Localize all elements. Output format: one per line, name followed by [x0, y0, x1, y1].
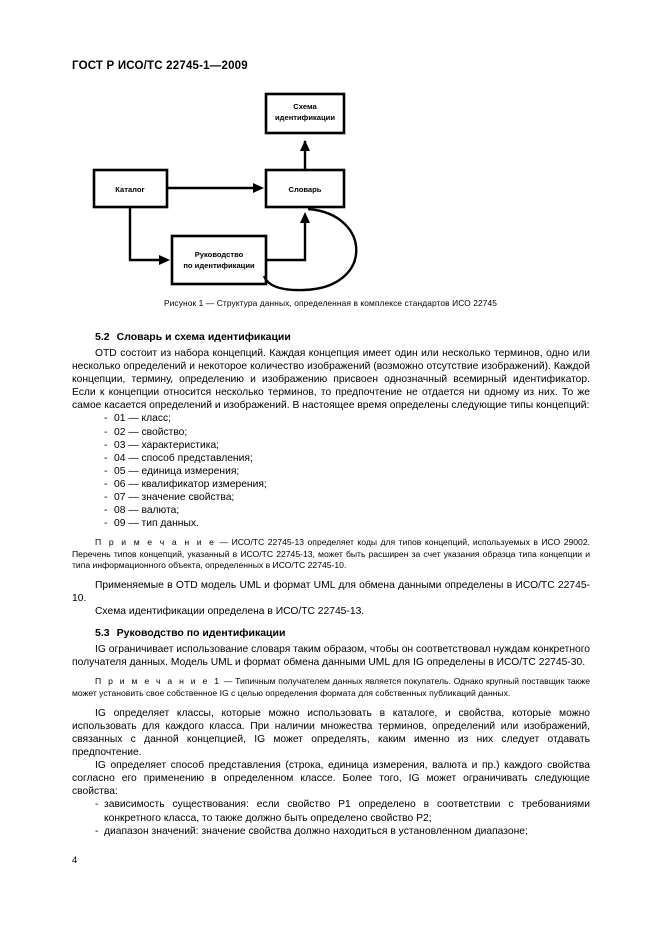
paragraph-5-2-1: OTD состоит из набора концепций. Каждая концепция имеет один или несколько терминов, одно или несколько определений и некоторое количество изображений (возможно отсутствие изображений). Каждой концепции, термину, определению и изображению присвоен однозначный всемирный идентификатор. Если к концепции относится несколько терминов, то предпочтение не отдается ни одному из них. То же самое касается определений и изображений. В настоящее время определены следующие типы концепций: — [72, 348, 590, 412]
node-scheme-label-line1: Схема — [293, 102, 317, 111]
arrowhead-dictionary-in — [253, 183, 264, 193]
figure-data-structure-diagram — [72, 88, 590, 293]
node-catalog-label: Каталог — [115, 185, 145, 194]
paragraph-5-3-2: IG определяет классы, которые можно использовать в каталоге, и свойства, которые можно использовать для каждого класса. При наличии множества терминов, определений или изображений, связанных с данной концепцией, IG может определять, каким именно из них следует отдавать предпочтение. — [72, 707, 590, 759]
list-item: - 06 — квалификатор измерения; — [72, 478, 590, 491]
paragraph-5-3-3: IG определяет способ представления (строка, единица измерения, валюта и пр.) каждого свойства согласно его применению в определенном классе. Более того, IG может ограничивать следующие свойства: — [72, 760, 590, 798]
heading-5-2-number: 5.2 — [95, 331, 110, 343]
edge-guide-to-dictionary — [266, 215, 305, 260]
list-item: - диапазон значений: значение свойства должно находиться в установленном диапазоне; — [72, 825, 590, 838]
node-guide-box — [172, 236, 266, 284]
list-item: - 09 — тип данных. — [72, 517, 590, 530]
list-item: - 04 — способ представления; — [72, 452, 590, 465]
running-head: ГОСТ Р ИСО/ТС 22745-1—2009 — [72, 60, 248, 72]
heading-5-2-title: Словарь и схема идентификации — [116, 331, 291, 343]
paragraph-5-2-3: Схема идентификации определена в ИСО/ТС 22745-13. — [95, 606, 365, 618]
list-item: - 02 — свойство; — [72, 426, 590, 439]
arrow-heads — [159, 140, 310, 265]
list-item: - 05 — единица измерения; — [72, 465, 590, 478]
heading-5-3 — [72, 627, 590, 639]
note-text: — ИСО/ТС 22745-13 определяет коды для типов концепций, используемых в ИСО 29002. Перечень типов концепций, указанный в ИСО/ТС 22745-13, может быть расширен за счет указания образца типа концепции и типа информационного объекта, определенных в ИСО/ТС 22745-10. — [72, 537, 590, 570]
note-text: — Типичным получателем данных является покупатель. Однако крупный поставщик также может установить свое собственное IG с целью определения формата для собственных публикаций данных. — [72, 676, 590, 698]
concept-type-list — [72, 412, 590, 530]
heading-5-3-number: 5.3 — [95, 627, 110, 640]
paragraph-5-2-2: Применяемые в OTD модель UML и формат UML для обмена данными определены в ИСО/ТС 22745-10. — [72, 579, 590, 605]
node-guide-label-line1: Руководство — [194, 250, 244, 259]
heading-5-3-title: Руководство по идентификации — [116, 627, 286, 640]
list-item: - зависимость существования: если свойство Р1 определено в соответствии с требованиями конкретного класса, то также должно быть определено свойство Р2; — [72, 798, 590, 824]
constraint-list — [72, 798, 590, 837]
page-number: 4 — [72, 855, 78, 866]
list-item: - 08 — валюта; — [72, 504, 590, 517]
paragraph-5-3-1: IG ограничивает использование словаря таким образом, чтобы он соответствовал нуждам конкретного получателя данных. Модель UML и формат обмена данными UML для IG определены в ИСО/ТС 22745-30. — [72, 644, 590, 669]
node-scheme-label-line2: идентификации — [274, 113, 336, 122]
heading-5-2 — [72, 331, 590, 343]
list-item: - 03 — характеристика; — [72, 439, 590, 452]
document-body — [72, 322, 590, 838]
figure-caption: Рисунок 1 — Структура данных, определенная в комплексе стандартов ИСО 22745 — [163, 298, 498, 308]
arrowhead-scheme — [300, 140, 310, 151]
arrowhead-guide-in — [159, 255, 170, 265]
note-5-3 — [72, 676, 590, 698]
arrowhead-dictionary-bottom — [300, 212, 310, 223]
list-item: - 07 — значение свойства; — [72, 491, 590, 504]
note-label: П р и м е ч а н и е 1 — [95, 676, 222, 687]
note-label: П р и м е ч а н и е — [95, 537, 217, 548]
edge-dictionary-loop-to-guide — [264, 209, 356, 290]
list-item: - 01 — класс; — [72, 412, 590, 425]
note-5-2 — [72, 537, 590, 571]
node-dictionary-label: Словарь — [288, 185, 322, 194]
edge-catalog-to-guide — [130, 207, 164, 260]
node-guide-label-line2: по идентификации — [183, 261, 255, 270]
